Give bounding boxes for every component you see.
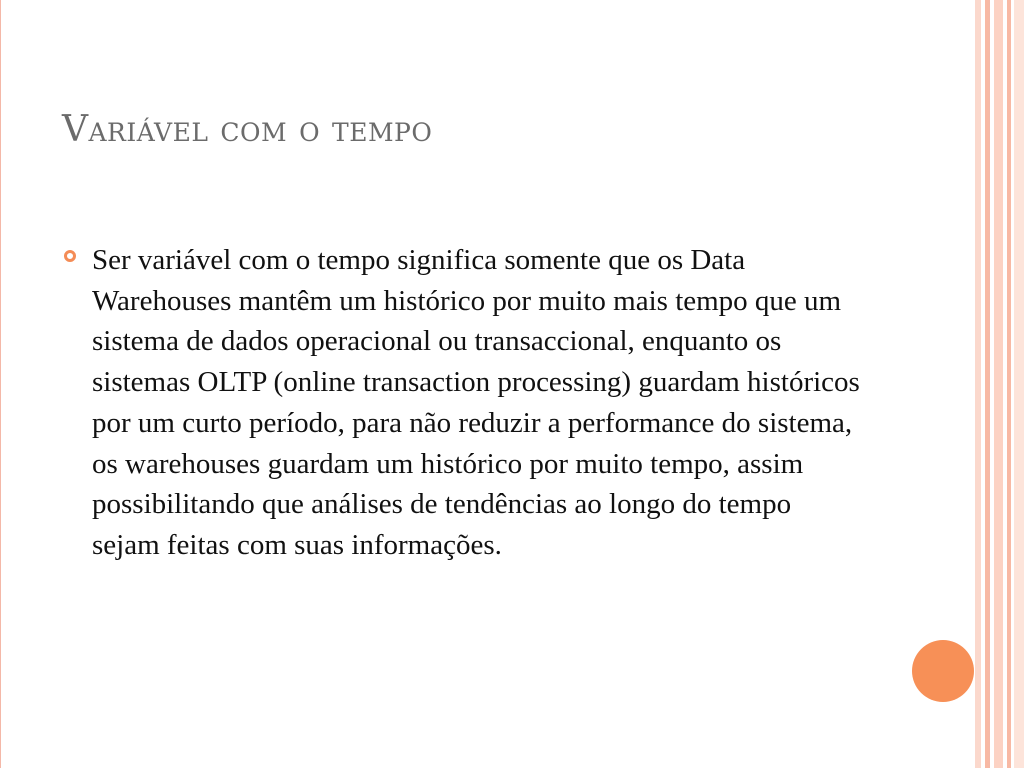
decorative-stripe <box>994 0 1003 768</box>
bullet-text: Ser variável com o tempo significa somente que os Data Warehouses mantêm um histórico por muito mais tempo que um sistema de dados operacional ou transaccional, enquanto os sistemas OLTP (online transaction processing) guardam históricos por um curto período, para não reduzir a performance do sistema, os warehouses guardam um histórico por muito tempo, assim possibilitando que análises de tendências ao longo do tempo sejam feitas com suas informações. <box>92 244 860 561</box>
decorative-stripe <box>1007 0 1011 768</box>
decorative-circle <box>912 640 974 702</box>
slide-title: Variável com o tempo <box>62 109 433 150</box>
decorative-stripe <box>975 0 981 768</box>
bullet-item <box>62 240 862 566</box>
decorative-stripe <box>1014 0 1024 768</box>
hollow-circle-bullet-icon <box>64 250 76 262</box>
decorative-stripe <box>985 0 989 768</box>
slide-body <box>62 240 862 566</box>
